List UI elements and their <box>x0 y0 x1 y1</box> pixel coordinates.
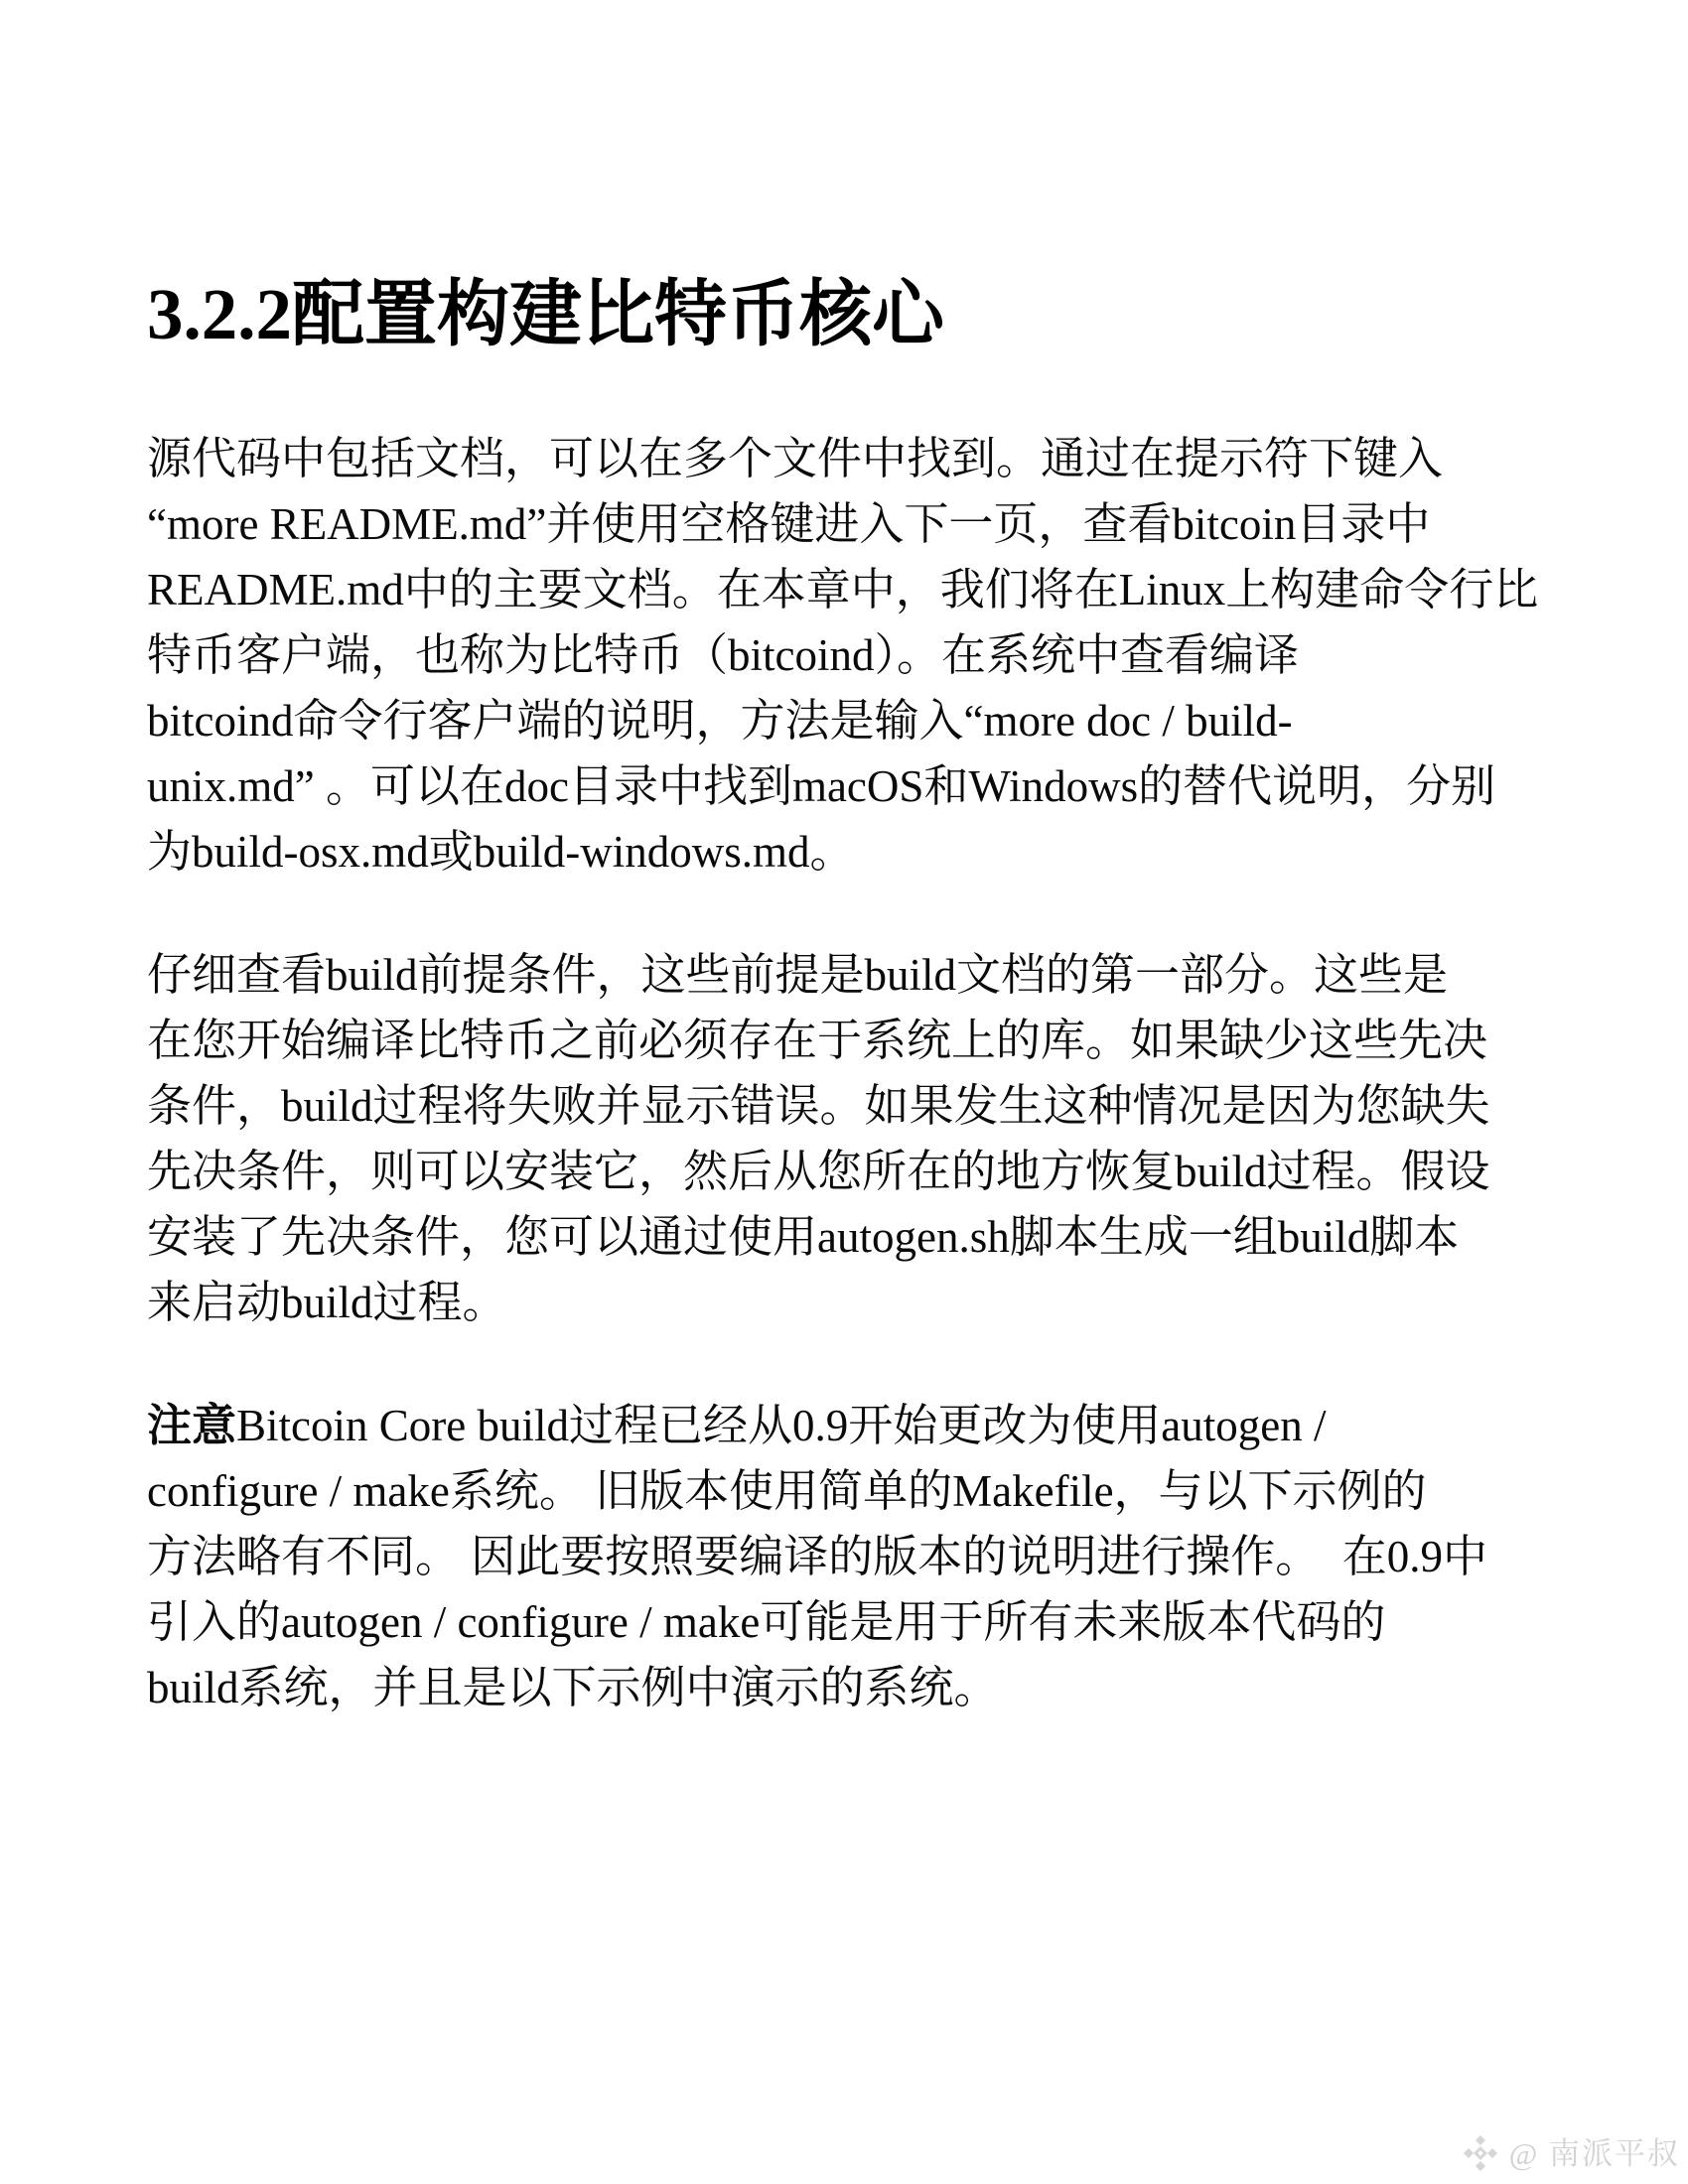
text-line: bitcoind命令行客户端的说明，方法是输入“more doc / build- <box>147 696 1293 747</box>
text-line <box>147 1393 1626 1458</box>
text-line: configure / make系统。 旧版本使用简单的Makefile，与以下示例的 <box>147 1466 1427 1517</box>
text-line: “more README.md”并使用空格键进入下一页，查看bitcoin目录中 <box>147 499 1431 550</box>
watermark <box>1462 2134 1680 2172</box>
section-title: 3.2.2配置构建比特币核心 <box>147 274 944 354</box>
text-line: 引入的autogen / configure / make可能是用于所有未来版本代码的 <box>147 1597 1386 1648</box>
text-line: unix.md” 。可以在doc目录中找到macOS和Windows的替代说明，分别 <box>147 761 1496 812</box>
watermark-text: @ 南派平叔 <box>1508 2135 1680 2171</box>
paragraph-build-prerequisites <box>147 942 1626 1335</box>
text-line: 先决条件，则可以安装它，然后从您所在的地方恢复build过程。假设 <box>147 1147 1490 1197</box>
text-line: 特币客户端，也称为比特币（bitcoind）。在系统中查看编译 <box>147 630 1299 681</box>
text-line: 来启动build过程。 <box>147 1278 507 1328</box>
text-line: 条件，build过程将失败并显示错误。如果发生这种情况是因为您缺失 <box>147 1081 1490 1132</box>
text-line: 方法略有不同。 因此要按照要编译的版本的说明进行操作。 在0.9中 <box>147 1532 1488 1582</box>
paragraph-note-autogen <box>147 1393 1626 1720</box>
binance-diamond-icon <box>1462 2134 1499 2172</box>
text-line: 源代码中包括文档，可以在多个文件中找到。通过在提示符下键入 <box>147 434 1444 484</box>
text-line: README.md中的主要文档。在本章中，我们将在Linux上构建命令行比 <box>147 565 1539 615</box>
text-line: 在您开始编译比特币之前必须存在于系统上的库。如果缺少这些先决 <box>147 1016 1488 1066</box>
note-label: 注意 <box>147 1401 237 1451</box>
text-segment: Bitcoin Core build过程已经从0.9开始更改为使用autogen / <box>236 1401 1327 1451</box>
text-line: 为build-osx.md或build-windows.md。 <box>147 827 855 878</box>
text-line: 安装了先决条件，您可以通过使用autogen.sh脚本生成一组build脚本 <box>147 1212 1460 1263</box>
paragraph-source-docs <box>147 426 1626 885</box>
page-content <box>147 0 1626 1778</box>
text-line: 仔细查看build前提条件，这些前提是build文档的第一部分。这些是 <box>147 950 1449 1001</box>
text-line: build系统，并且是以下示例中演示的系统。 <box>147 1663 999 1713</box>
